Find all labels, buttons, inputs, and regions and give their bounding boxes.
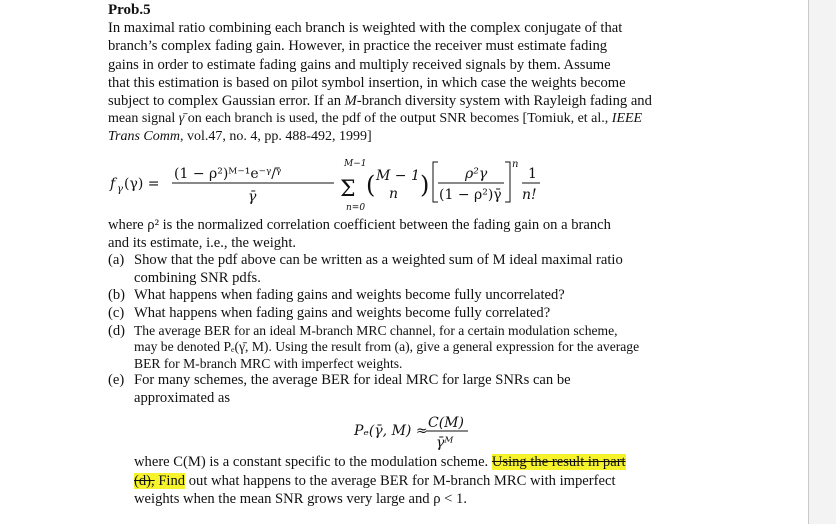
binom-top: M − 1 [376, 167, 420, 184]
question-label: (d) [108, 322, 126, 339]
final-line-2 [134, 472, 798, 490]
binom-close-paren: ) [420, 170, 430, 199]
question-line: The average BER for an ideal M-branch MRC channel, for a certain modulation scheme, [134, 322, 618, 338]
last-denominator: n! [522, 186, 537, 203]
question-e [108, 372, 798, 407]
intro-line-7 [108, 128, 798, 146]
question-line: What happens when fading gains and weights become fully correlated? [134, 305, 551, 322]
after-formula-line-2: and its estimate, i.e., the weight. [108, 234, 297, 251]
intro-text: subject to complex Gaussian error. If an [108, 93, 345, 110]
bracket-power: n [512, 158, 519, 170]
question-line: What happens when fading gains and weights become fully uncorrelated? [134, 287, 565, 304]
ber-denominator: γ̄ᴹ [436, 435, 454, 452]
formula-lhs-arg: (γ) = [124, 175, 160, 192]
sum-upper-limit: M−1 [344, 158, 367, 169]
intro-text: mean signal [108, 111, 179, 127]
sum-sign: Σ [340, 176, 356, 202]
sum-lower-limit: n=0 [346, 202, 366, 213]
question-label: (a) [108, 252, 125, 269]
question-text [134, 372, 798, 407]
question-line: For many schemes, the average BER for ideal MRC for large SNRs can be [134, 372, 571, 389]
intro-line-3: gains in order to estimate fading gains and multiply received signals by them. Assume [108, 56, 611, 73]
intro-line-6 [108, 110, 798, 128]
question-label: (c) [108, 305, 125, 322]
formula-lhs: f [110, 175, 116, 192]
question-line: combining SNR pdfs. [134, 269, 261, 286]
question-d [108, 323, 798, 373]
bracket-left [433, 162, 438, 202]
question-b [108, 287, 798, 305]
last-numerator: 1 [528, 165, 537, 182]
intro-line-4: that this estimation is based on pilot symbol insertion, in which case the weights become [108, 74, 626, 91]
final-text: where C(M) is a constant specific to the modulation scheme. [134, 454, 492, 471]
bracket-right [505, 162, 510, 202]
struck-highlighted-text: (d), [134, 472, 155, 489]
question-c [108, 305, 798, 323]
question-text [134, 323, 798, 373]
problem-document [108, 0, 798, 508]
formula-lhs-sub: γ [117, 183, 123, 195]
question-label: (b) [108, 287, 126, 304]
intro-text: on each branch is used, the pdf of the output SNR becomes [Tomiuk, et al., [184, 111, 612, 127]
intro-text: -branch diversity system with Rayleigh fading and [356, 93, 652, 110]
page-edge [808, 0, 809, 524]
intro-var-gamma: γ̄ [178, 111, 185, 127]
ber-approx-formula [108, 409, 798, 453]
final-text: out what happens to the average BER for M-branch MRC with imperfect [185, 472, 616, 489]
pdf-formula [108, 154, 798, 212]
intro-line-5 [108, 92, 798, 110]
final-paragraph [108, 453, 798, 508]
page-margin-right [809, 0, 836, 524]
question-line: may be denoted Pₑ(γ̄, M). Using the result from (a), give a general expression for the average [134, 339, 640, 355]
intro-paragraph [108, 19, 798, 146]
problem-title: Prob.5 [108, 2, 151, 18]
frac2-denominator: (1 − ρ²)γ̄ [439, 186, 502, 203]
final-line-3: weights when the mean SNR grows very large and ρ < 1. [134, 490, 467, 507]
after-formula-line-1: where ρ² is the normalized correlation coefficient between the fading gain on a branch [108, 216, 611, 233]
question-a [108, 252, 798, 287]
final-line-1 [134, 453, 798, 471]
frac2-numerator: ρ²γ [465, 165, 488, 182]
ber-lhs: Pₑ(γ̄, M) ≈ [354, 423, 428, 440]
intro-line-2: branch’s complex fading gain. However, in practice the receiver must estimate fading [108, 38, 608, 55]
pdf-formula-svg [108, 154, 798, 212]
question-line: approximated as [134, 389, 231, 406]
ber-numerator: C(M) [428, 415, 464, 432]
highlighted-text: Find [154, 472, 186, 489]
intro-journal: Trans Comm [108, 129, 180, 145]
intro-var-m: M [344, 93, 357, 110]
question-line: BER for M-branch MRC with imperfect weights. [134, 355, 403, 371]
formula-numerator: (1 − ρ²)ᴹ⁻¹e⁻ᵞ/ᵞ̄ [174, 165, 282, 182]
intro-journal: IEEE [611, 111, 643, 127]
ber-formula-svg [108, 409, 798, 453]
binom-open-paren: ( [366, 170, 376, 199]
intro-line-1: In maximal ratio combining each branch is weighted with the complex conjugate of that [108, 20, 623, 36]
formula-denominator: γ̄ [248, 188, 257, 205]
binom-bottom: n [389, 185, 399, 202]
question-label: (e) [108, 372, 125, 389]
intro-citation: , vol.47, no. 4, pp. 488-492, 1999] [179, 129, 372, 145]
question-line: Show that the pdf above can be written as a weighted sum of M ideal maximal ratio [134, 252, 623, 269]
question-text [134, 252, 798, 287]
struck-highlighted-text: Using the result in part [491, 454, 626, 471]
